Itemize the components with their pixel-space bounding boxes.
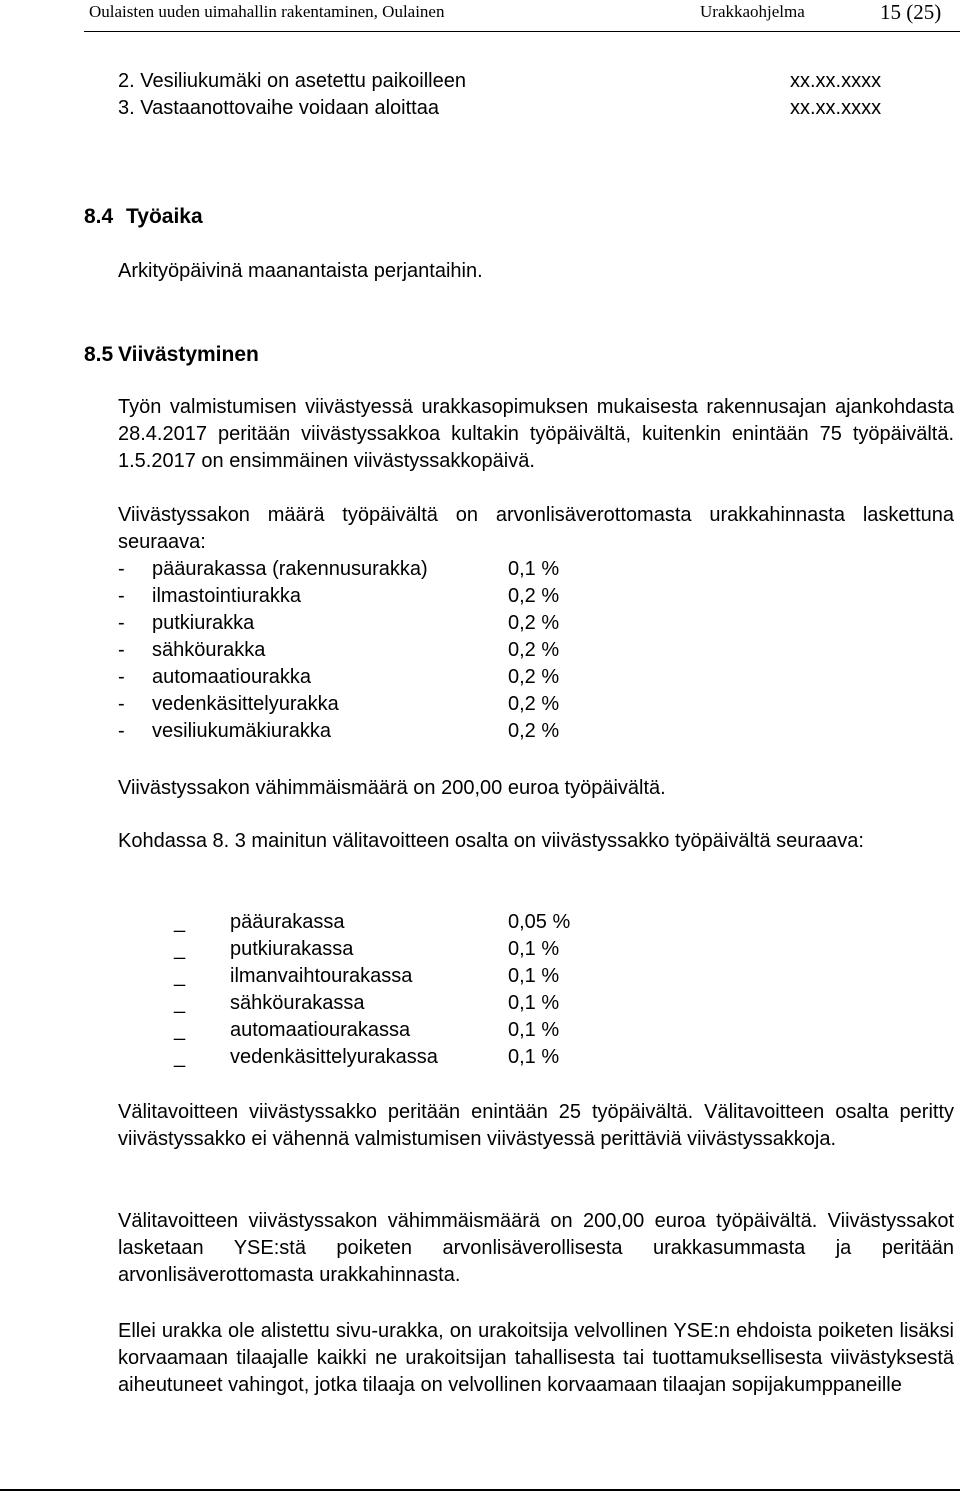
list-bullet: -	[118, 639, 125, 661]
list-bullet: _	[174, 911, 186, 933]
milestone-3-text: 3. Vastaanottovaihe voidaan aloittaa	[118, 97, 439, 119]
section-8-5-number: 8.5	[84, 343, 114, 366]
penalty-rate: 0,2 %	[508, 666, 560, 688]
section-8-5-title: Viivästyminen	[118, 343, 259, 366]
penalty-rate: 0,1 %	[508, 1046, 560, 1068]
contract-name: sähköurakassa	[230, 992, 365, 1014]
contract-name: pääurakassa	[230, 911, 345, 933]
header-rule	[84, 31, 960, 32]
minimum-penalty-text: Viivästyssakon vähimmäismäärä on 200,00 euroa työpäivältä.	[118, 777, 666, 799]
section-8-4-number: 8.4	[84, 205, 114, 228]
penalty-rate: 0,05 %	[508, 911, 571, 933]
contract-name: ilmastointiurakka	[152, 585, 301, 607]
milestone-2-text: 2. Vesiliukumäki on asetettu paikoilleen	[118, 70, 466, 92]
liability-paragraph	[118, 1318, 954, 1399]
list-bullet: -	[118, 585, 125, 607]
contract-name: automaatiourakka	[152, 666, 311, 688]
list-bullet: -	[118, 720, 125, 742]
contract-name: vedenkäsittelyurakka	[152, 693, 339, 715]
penalty-rate: 0,1 %	[508, 965, 560, 987]
milestone-3-date: xx.xx.xxxx	[790, 97, 882, 119]
penalty-rate: 0,2 %	[508, 639, 560, 661]
milestone-2-date: xx.xx.xxxx	[790, 70, 882, 92]
milestone-minimum-paragraph	[118, 1208, 954, 1289]
contract-name: putkiurakassa	[230, 938, 354, 960]
contract-name: putkiurakka	[152, 612, 255, 634]
milestone-penalty-intro	[118, 828, 954, 855]
penalty-rate: 0,1 %	[508, 1019, 560, 1041]
contract-name: sähköurakka	[152, 639, 266, 661]
liability-text: Ellei urakka ole alistettu sivu-urakka, on urakoitsija velvollinen YSE:n ehdoista poiketen lisäksi korvaamaan tilaajalle kaikki ne urakoitsijan tahallisesta tai tuottamuksellisesta viivästyksestä aiheutuneet vahingot, jotka tilaaja on velvollinen korvaamaan tilaajan sopijakumppaneille	[118, 1320, 954, 1396]
penalty-rate: 0,1 %	[508, 558, 560, 580]
section-8-4-title: Työaika	[126, 205, 203, 228]
list-bullet: -	[118, 558, 125, 580]
list-bullet: _	[174, 965, 186, 987]
header-page-number: 15 (25)	[880, 0, 942, 24]
delay-paragraph	[118, 394, 954, 475]
contract-name: automaatiourakassa	[230, 1019, 411, 1041]
penalty-rate: 0,2 %	[508, 693, 560, 715]
list-bullet: _	[174, 992, 186, 1014]
milestone-minimum-text: Välitavoitteen viivästyssakon vähimmäismäärä on 200,00 euroa työpäivältä. Viivästyssakot lasketaan YSE:stä poiketen arvonlisäverollisesta urakkasummasta ja peritään arvonlisäverottomasta urakkahinnasta.	[118, 1210, 954, 1286]
contract-name: vesiliukumäkiurakka	[152, 720, 331, 742]
header-document-type: Urakkaohjelma	[700, 2, 805, 21]
list-bullet: -	[118, 693, 125, 715]
footer-rule	[0, 1489, 960, 1491]
milestone-limit-text: Välitavoitteen viivästyssakko peritään enintään 25 työpäivältä. Välitavoitteen osalta peritty viivästyssakko ei vähennä valmistumisen viivästyessä perittäviä viivästyssakkoja.	[118, 1101, 954, 1150]
list-bullet: _	[174, 1019, 186, 1041]
list-bullet: _	[174, 1046, 186, 1068]
list-bullet: _	[174, 938, 186, 960]
penalty-rate: 0,2 %	[508, 585, 560, 607]
penalty-intro-text: Viivästyssakon määrä työpäivältä on arvonlisäverottomasta urakkahinnasta laskettuna seuraava:	[118, 504, 954, 553]
section-8-4-body: Arkityöpäivinä maanantaista perjantaihin.	[118, 260, 483, 282]
page-header	[0, 0, 960, 30]
milestone-limit-paragraph	[118, 1099, 954, 1153]
contract-name: ilmanvaihtourakassa	[230, 965, 413, 987]
penalty-rate: 0,1 %	[508, 938, 560, 960]
header-project-title: Oulaisten uuden uimahallin rakentaminen, Oulainen	[89, 2, 445, 21]
penalty-rate: 0,2 %	[508, 720, 560, 742]
list-bullet: -	[118, 666, 125, 688]
contract-name: vedenkäsittelyurakassa	[230, 1046, 438, 1068]
penalty-intro-paragraph	[118, 502, 954, 556]
contract-name: pääurakassa (rakennusurakka)	[152, 558, 428, 580]
delay-paragraph-text: Työn valmistumisen viivästyessä urakkasopimuksen mukaisesta rakennusajan ajankohdasta 28.4.2017 peritään viivästyssakkoa kultakin työpäivältä, kuitenkin enintään 75 työpäivältä. 1.5.2017 on ensimmäinen viivästyssakkopäivä.	[118, 396, 954, 472]
milestone-penalty-intro-text: Kohdassa 8. 3 mainitun välitavoitteen osalta on viivästyssakko työpäivältä seuraava:	[118, 830, 864, 852]
penalty-rate: 0,1 %	[508, 992, 560, 1014]
list-bullet: -	[118, 612, 125, 634]
penalty-rate: 0,2 %	[508, 612, 560, 634]
